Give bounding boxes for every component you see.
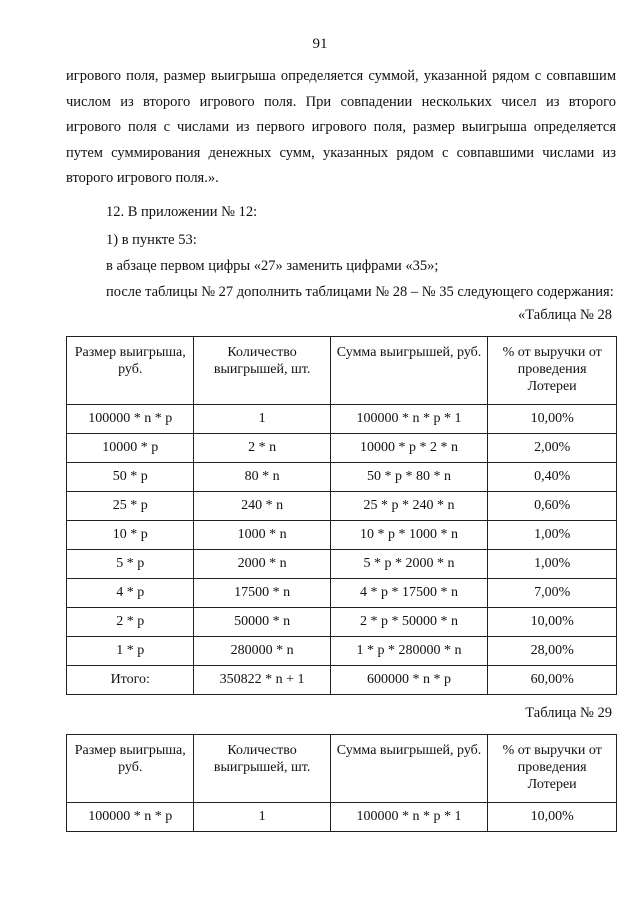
cell-prize-sum: 10000 * p * 2 * n	[330, 434, 488, 463]
cell-revenue-percent: 1,00%	[488, 550, 617, 579]
cell-prize-size: 5 * p	[67, 550, 194, 579]
page-number: 91	[312, 36, 328, 52]
cell-revenue-percent: 7,00%	[488, 579, 617, 608]
table-row	[67, 550, 617, 579]
cell-prize-count: 1	[194, 405, 330, 434]
cell-prize-size: 50 * p	[67, 463, 194, 492]
cell-prize-count: 1000 * n	[194, 521, 330, 550]
cell-revenue-percent: 10,00%	[488, 608, 617, 637]
cell-prize-sum: 10 * p * 1000 * n	[330, 521, 488, 550]
table-header-row	[67, 337, 617, 405]
cell-prize-count: 280000 * n	[194, 637, 330, 666]
lottery-table-29	[66, 734, 617, 832]
table-total-row	[67, 666, 617, 695]
cell-prize-count: 50000 * n	[194, 608, 330, 637]
cell-prize-size: 1 * p	[67, 637, 194, 666]
table-28-caption: «Таблица № 28	[518, 307, 612, 323]
cell-prize-sum: 25 * p * 240 * n	[330, 492, 488, 521]
header-prize-size: Размер выигрыша, руб.	[67, 337, 194, 405]
cell-prize-sum: 100000 * n * p * 1	[330, 405, 488, 434]
cell-total-count: 350822 * n + 1	[194, 666, 330, 695]
table-row	[67, 434, 617, 463]
cell-prize-size: 10000 * p	[67, 434, 194, 463]
item-12: 12. В приложении № 12:	[106, 204, 258, 220]
cell-prize-count: 240 * n	[194, 492, 330, 521]
cell-total-percent: 60,00%	[488, 666, 617, 695]
cell-prize-size: 25 * p	[67, 492, 194, 521]
cell-prize-size: 4 * p	[67, 579, 194, 608]
cell-prize-sum: 50 * p * 80 * n	[330, 463, 488, 492]
table-row	[67, 521, 617, 550]
table-row	[67, 803, 617, 832]
cell-prize-size: 2 * p	[67, 608, 194, 637]
cell-revenue-percent: 10,00%	[488, 803, 617, 832]
lottery-table-28	[66, 336, 617, 695]
cell-prize-sum: 100000 * n * p * 1	[330, 803, 488, 832]
cell-prize-count: 17500 * n	[194, 579, 330, 608]
header-prize-sum: Сумма выигрышей, руб.	[330, 337, 488, 405]
header-revenue-percent: % от выручки от проведения Лотереи	[488, 735, 617, 803]
header-prize-count: Количество выигрышей, шт.	[194, 337, 330, 405]
cell-prize-size: 10 * p	[67, 521, 194, 550]
cell-revenue-percent: 1,00%	[488, 521, 617, 550]
cell-prize-sum: 5 * p * 2000 * n	[330, 550, 488, 579]
table-row	[67, 463, 617, 492]
cell-revenue-percent: 2,00%	[488, 434, 617, 463]
header-prize-size: Размер выигрыша, руб.	[67, 735, 194, 803]
cell-total-sum: 600000 * n * p	[330, 666, 488, 695]
table-row	[67, 579, 617, 608]
header-prize-count: Количество выигрышей, шт.	[194, 735, 330, 803]
intro-paragraph: игрового поля, размер выигрыша определяется суммой, указанной рядом с совпавшим числом из второго игрового поля. При совпадении нескольких чисел из второго игрового поля с числами из первого игрового поля, размер выигрыша определяется путем суммирования денежных сумм, указанных рядом с совпавшими числами из второго игрового поля.».	[66, 68, 616, 186]
cell-prize-count: 2 * n	[194, 434, 330, 463]
table-row	[67, 637, 617, 666]
item-1: 1) в пункте 53:	[106, 232, 197, 248]
table-29-caption: Таблица № 29	[525, 705, 612, 721]
table-row	[67, 492, 617, 521]
table-header-row	[67, 735, 617, 803]
cell-prize-size: 100000 * n * p	[67, 405, 194, 434]
table-row	[67, 608, 617, 637]
table-row	[67, 405, 617, 434]
abzac-line: в абзаце первом цифры «27» заменить цифрами «35»;	[106, 258, 439, 274]
cell-prize-count: 80 * n	[194, 463, 330, 492]
cell-revenue-percent: 28,00%	[488, 637, 617, 666]
cell-prize-sum: 2 * p * 50000 * n	[330, 608, 488, 637]
header-revenue-percent: % от выручки от проведения Лотереи	[488, 337, 617, 405]
cell-revenue-percent: 10,00%	[488, 405, 617, 434]
cell-total-label: Итого:	[67, 666, 194, 695]
cell-prize-count: 1	[194, 803, 330, 832]
header-prize-sum: Сумма выигрышей, руб.	[330, 735, 488, 803]
cell-prize-sum: 1 * p * 280000 * n	[330, 637, 488, 666]
cell-revenue-percent: 0,40%	[488, 463, 617, 492]
cell-prize-size: 100000 * n * p	[67, 803, 194, 832]
cell-revenue-percent: 0,60%	[488, 492, 617, 521]
posle-line: после таблицы № 27 дополнить таблицами № 28 – № 35 следующего содержания:	[106, 284, 614, 300]
cell-prize-count: 2000 * n	[194, 550, 330, 579]
cell-prize-sum: 4 * p * 17500 * n	[330, 579, 488, 608]
